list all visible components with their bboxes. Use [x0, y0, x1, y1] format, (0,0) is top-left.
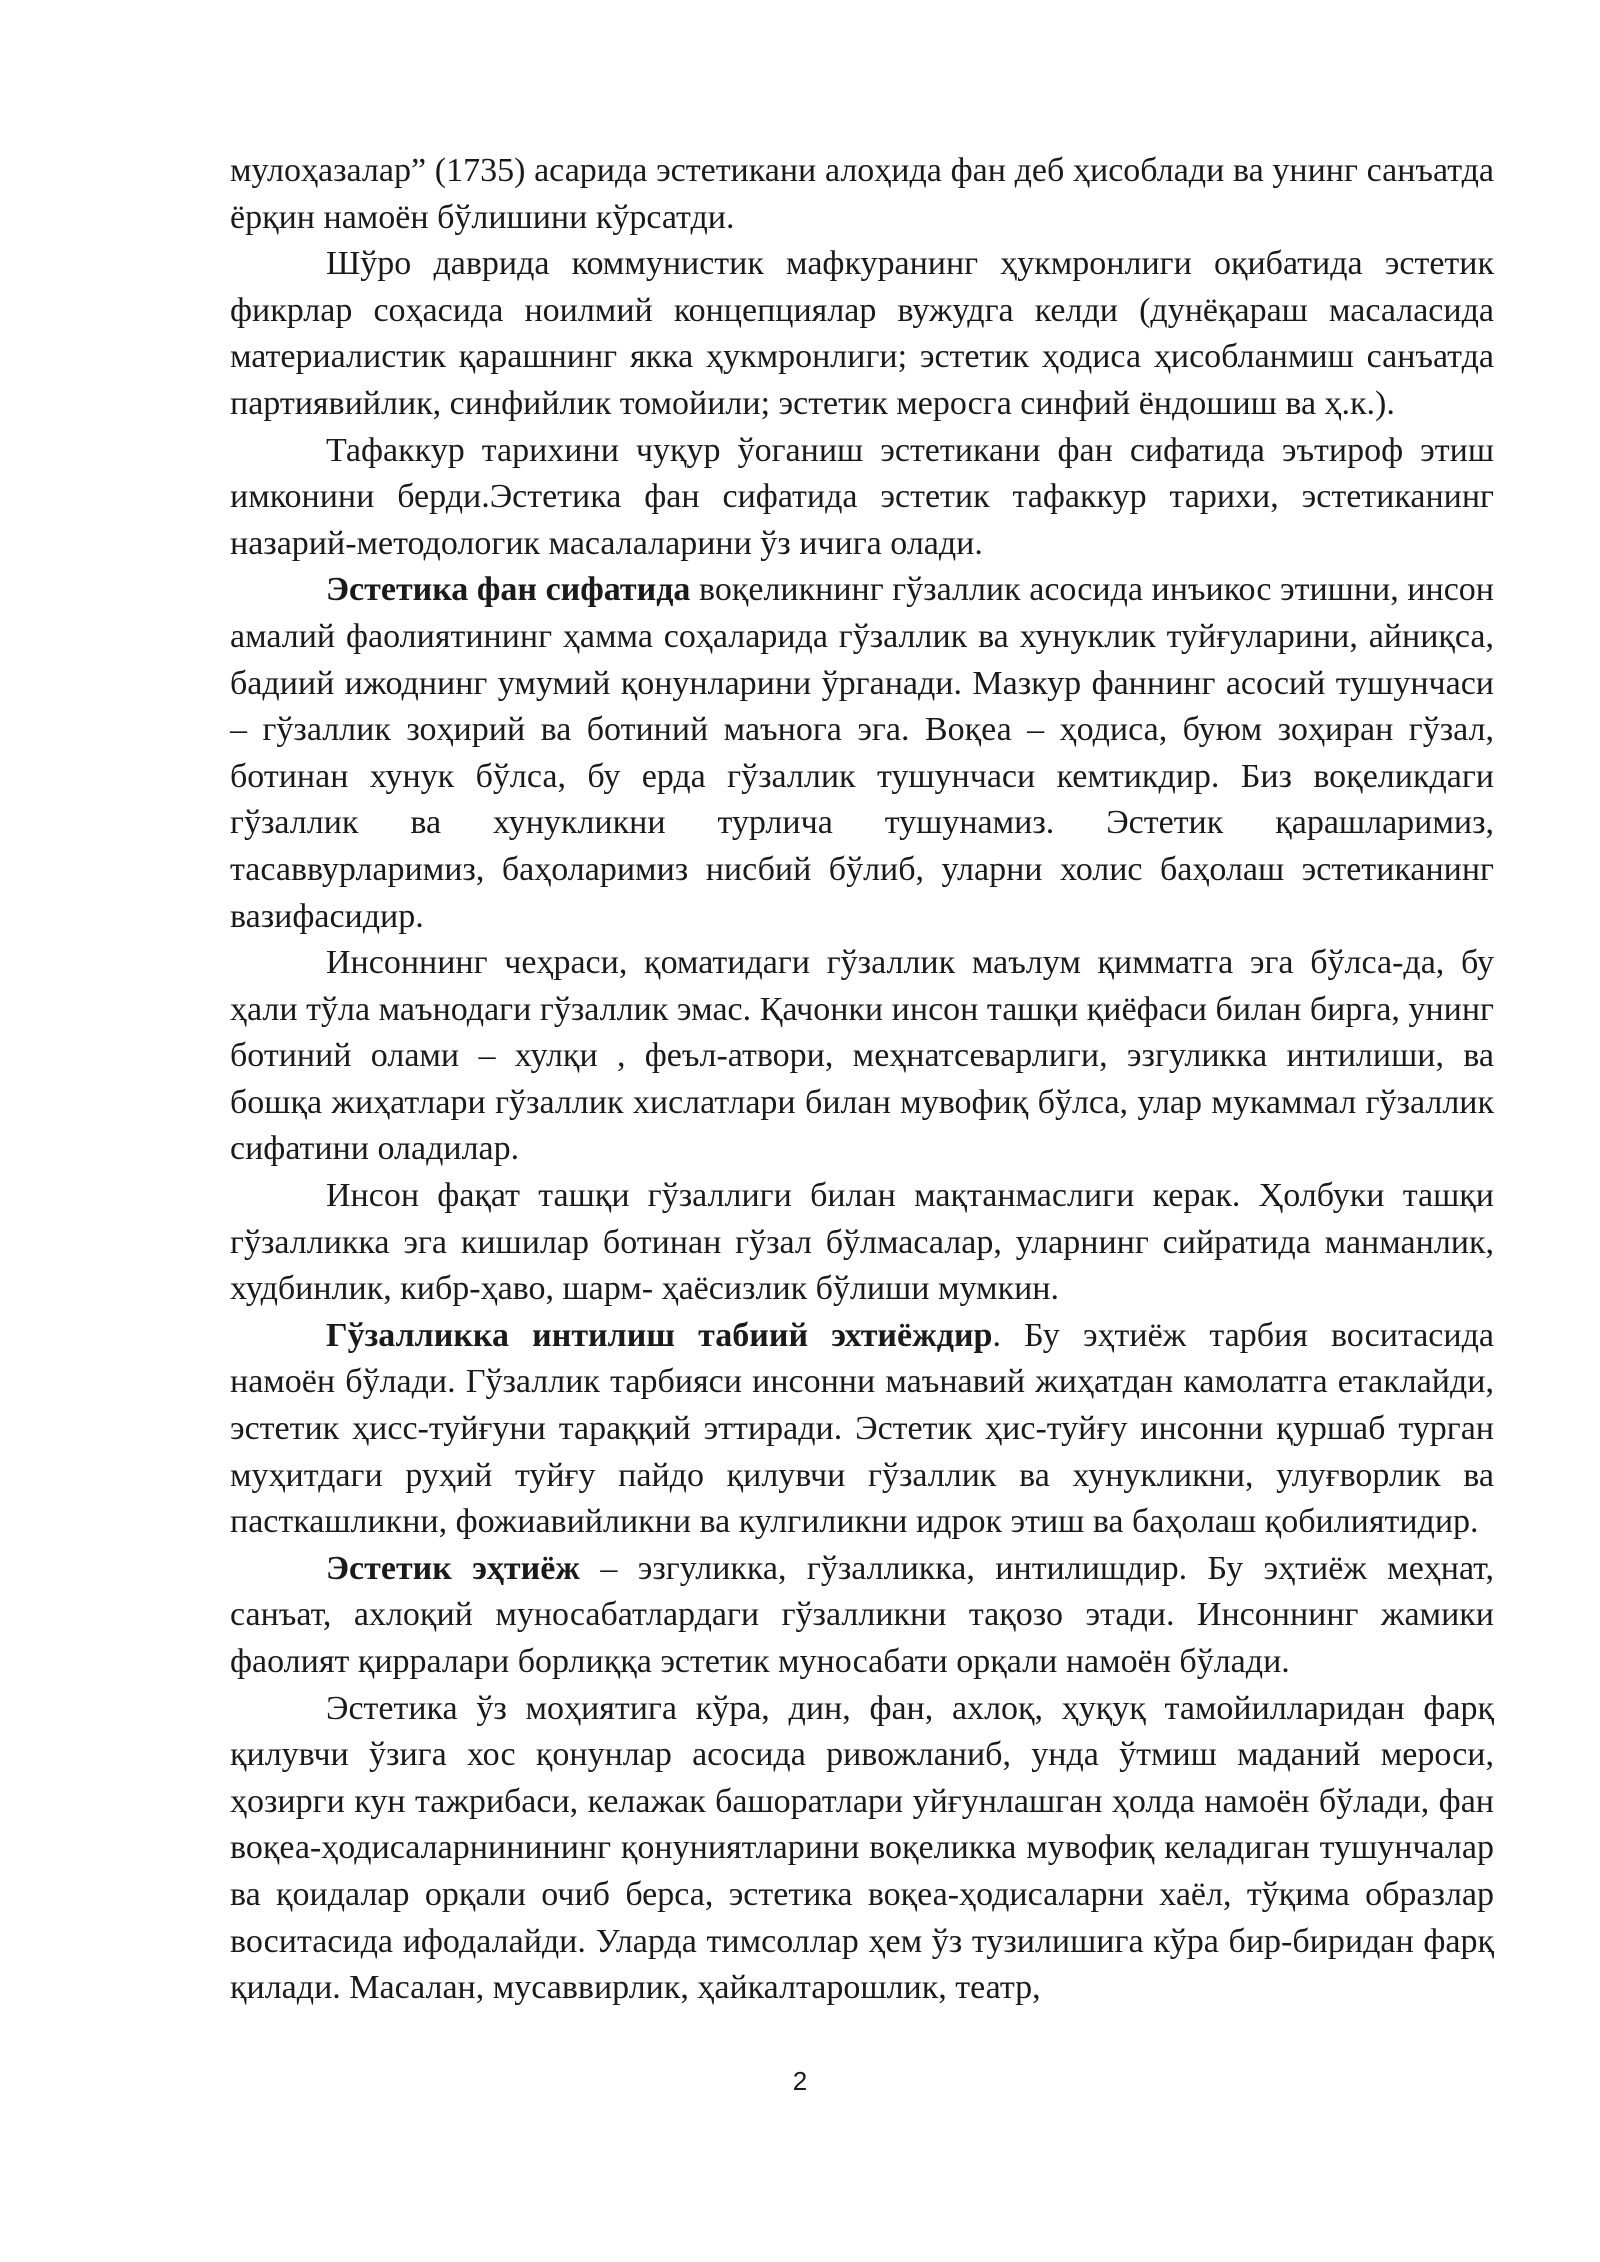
paragraph — [230, 567, 1494, 940]
paragraph-text: – эзгуликка, гўзалликка, интилишдир. Бу эҳтиёж меҳнат, санъат, ахлоқий муносабатлардаги гўзалликни тақозо этади. Инсоннинг жамики фаолият қирралари борлиққа эстетик муносабати орқали намоён бўлади. — [230, 1549, 1494, 1680]
paragraph-text: . Бу эҳтиёж тарбия воситасида намоён бўлади. Гўзаллик тарбияси инсонни маънавий жиҳатдан камолатга етаклайди, эстетик ҳисс-туйғуни тараққий эттиради. Эстетик ҳис-туйғу инсонни қуршаб турган муҳитдаги руҳий туйғу пайдо қилувчи гўзаллик ва хунукликни, улуғворлик ва пасткашликни, фожиавийликни ва кулгиликни идрок этиш ва баҳолаш қобилиятидир. — [230, 1316, 1494, 1541]
paragraph — [230, 940, 1494, 1173]
paragraph-text: Инсон фақат ташқи гўзаллиги билан мақтанмаслиги керак. Ҳолбуки ташқи гўзалликка эга кишилар ботинан гўзал бўлмасалар, уларнинг сийратида манманлик, худбинлик, кибр-ҳаво, шарм- ҳаёсизлик бўлиши мумкин. — [230, 1177, 1494, 1308]
paragraph — [230, 1546, 1494, 1686]
bold-term: Эстетик эҳтиёж — [326, 1549, 580, 1587]
paragraph — [230, 1313, 1494, 1546]
paragraph — [230, 241, 1494, 427]
bold-term: Гўзалликка интилиш табиий эхтиёждир — [326, 1316, 993, 1354]
document-body — [230, 148, 1494, 2012]
paragraph-text: Шўро даврида коммунистик мафкуранинг ҳукмронлиги оқибатида эстетик фикрлар соҳасида ноилмий концепциялар вужудга келди (дунёқараш масаласида материалистик қарашнинг якка ҳукмронлиги; эстетик ҳодиса ҳисобланмиш санъатда партиявийлик, синфийлик томойили; эстетик меросга синфий ёндошиш ва ҳ.к.). — [230, 245, 1494, 422]
paragraph — [230, 148, 1494, 241]
paragraph — [230, 1686, 1494, 2012]
paragraph — [230, 1173, 1494, 1313]
paragraph-text: Тафаккур тарихини чуқур ўоганиш эстетикани фан сифатида эътироф этиш имконини берди.Эстетика фан сифатида эстетик тафаккур тарихи, эстетиканинг назарий-методологик масалаларини ўз ичига олади. — [230, 431, 1494, 562]
page-number: 2 — [792, 2066, 808, 2096]
paragraph — [230, 428, 1494, 568]
paragraph-text: воқеликнинг гўзаллик асосида инъикос этишни, инсон амалий фаолиятининг ҳамма соҳаларида гўзаллик ва хунуклик туйғуларини, айниқса, бадиий ижоднинг умумий қонунларини ўрганади. Мазкур фаннинг асосий тушунчаси – гўзаллик зоҳирий ва ботиний маънога эга. Воқеа – ҳодиса, буюм зоҳиран гўзал, ботинан хунук бўлса, бу ерда гўзаллик тушунчаси кемтикдир. Биз воқеликдаги гўзаллик ва хунукликни турлича тушунамиз. Эстетик қарашларимиз, тасаввурларимиз, баҳоларимиз нисбий бўлиб, уларни холис баҳолаш эстетиканинг вазифасидир. — [230, 571, 1494, 935]
paragraph-text: мулоҳазалар” (1735) асарида эстетикани алоҳида фан деб ҳисоблади ва унинг санъатда ёрқин намоён бўлишини кўрсатди. — [230, 152, 1494, 236]
paragraph-text: Эстетика ўз моҳиятига кўра, дин, фан, ахлоқ, ҳуқуқ тамойилларидан фарқ қилувчи ўзига хос қонунлар асосида ривожланиб, унда ўтмиш маданий мероси, ҳозирги кун тажрибаси, келажак башоратлари уйғунлашган ҳолда намоён бўлади, фан воқеа-ҳодисаларнинининг қонуниятларини воқеликка мувофиқ келадиган тушунчалар ва қоидалар орқали очиб берса, эстетика воқеа-ҳодисаларни хаёл, тўқима образлар воситасида ифодалайди. Уларда тимсоллар ҳем ўз тузилишига кўра бир-биридан фарқ қилади. Масалан, мусаввирлик, ҳайкалтарошлик, театр, — [230, 1689, 1494, 2007]
paragraph-text: Инсоннинг чеҳраси, қоматидаги гўзаллик маълум қимматга эга бўлса-да, бу ҳали тўла маънодаги гўзаллик эмас. Қачонки инсон ташқи қиёфаси билан бирга, унинг ботиний олами – хулқи , феъл-атвори, меҳнатсеварлиги, эзгуликка интилиши, ва бошқа жиҳатлари гўзаллик хислатлари билан мувофиқ бўлса, улар мукаммал гўзаллик сифатини оладилар. — [230, 944, 1494, 1168]
bold-term: Эстетика фан сифатида — [326, 571, 691, 609]
